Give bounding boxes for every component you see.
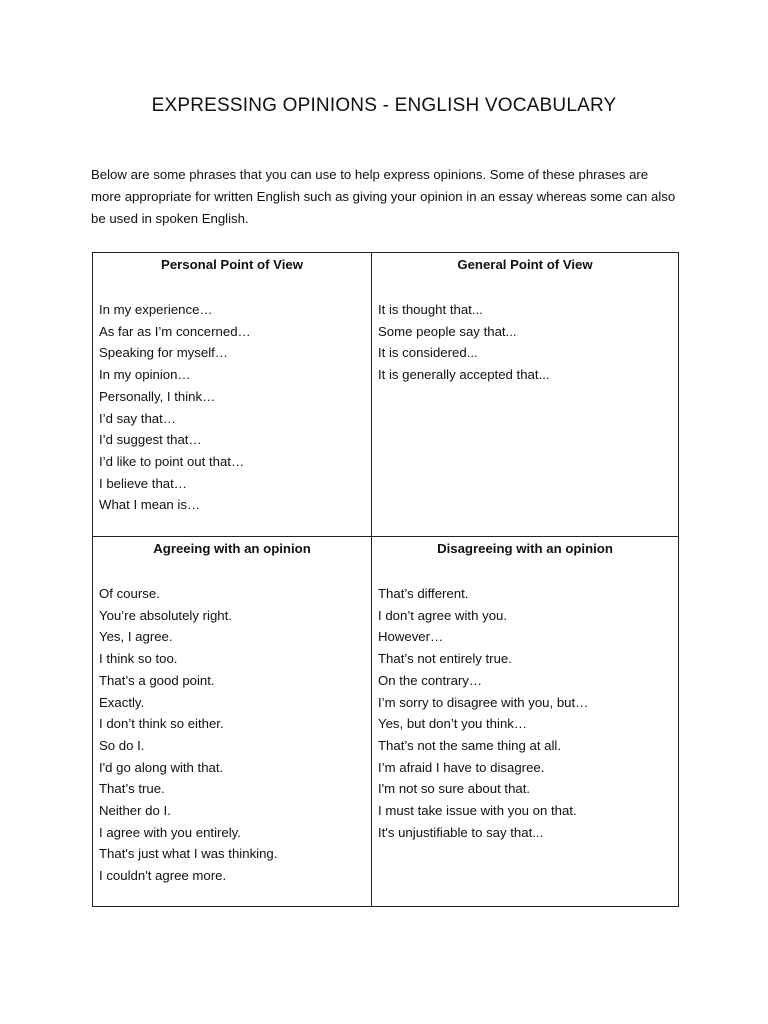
disagreeing-cell	[372, 537, 679, 907]
phrase-item: In my experience…	[99, 302, 213, 317]
phrase-item: I’d suggest that…	[99, 432, 202, 448]
section-heading: General Point of View	[457, 257, 593, 272]
phrase-item: Yes, I agree.	[99, 629, 173, 645]
phrase-list	[99, 583, 371, 887]
phrase-item: I agree with you entirely.	[99, 824, 241, 840]
phrase-item: I believe that…	[99, 475, 187, 491]
phrase-item: It is thought that...	[378, 302, 483, 317]
table-row	[93, 537, 679, 907]
phrase-list	[378, 583, 678, 843]
phrase-item: Speaking for myself…	[99, 345, 228, 361]
agreeing-cell	[93, 537, 372, 907]
phrase-item: I'm not so sure about that.	[378, 781, 531, 797]
phrase-item: I’d say that…	[99, 410, 176, 426]
phrase-list	[99, 299, 371, 516]
phrase-item: That’s a good point.	[99, 672, 215, 688]
phrase-item: It is considered...	[378, 345, 478, 361]
personal-view-cell	[93, 253, 372, 537]
table-row	[93, 253, 679, 537]
phrase-item: On the contrary…	[378, 672, 483, 688]
phrase-list	[378, 299, 678, 386]
section-heading: Personal Point of View	[161, 257, 303, 272]
phrase-item: I’m sorry to disagree with you, but…	[378, 694, 589, 710]
phrase-item: In my opinion…	[99, 367, 191, 383]
phrase-item: I don’t think so either.	[99, 716, 224, 732]
phrase-item: Some people say that...	[378, 323, 517, 339]
phrase-item: That’s not the same thing at all.	[378, 737, 562, 753]
phrase-item: Of course.	[99, 586, 160, 601]
phrase-item: I’d like to point out that…	[99, 453, 245, 469]
phrase-item: I'd go along with that.	[99, 759, 224, 775]
phrase-item: That's just what I was thinking.	[99, 846, 278, 862]
phrase-item: That’s not entirely true.	[378, 651, 512, 667]
section-heading: Agreeing with an opinion	[153, 541, 311, 556]
phrase-item: I couldn't agree more.	[99, 868, 227, 884]
phrase-item: It's unjustifiable to say that...	[378, 824, 544, 840]
phrase-item: You’re absolutely right.	[99, 607, 232, 623]
phrase-item: I think so too.	[99, 651, 178, 667]
phrase-item: Exactly.	[99, 694, 145, 710]
phrase-item: That’s true.	[99, 781, 165, 797]
phrase-item: That’s different.	[378, 586, 469, 601]
phrase-item: Personally, I think…	[99, 388, 216, 404]
phrase-item: Yes, but don’t you think…	[378, 716, 528, 732]
phrase-item: However…	[378, 629, 444, 645]
phrase-item: I’m afraid I have to disagree.	[378, 759, 545, 775]
phrase-item: It is generally accepted that...	[378, 367, 550, 383]
general-view-cell	[372, 253, 679, 537]
page-title: EXPRESSING OPINIONS - ENGLISH VOCABULARY	[151, 95, 617, 116]
phrase-item: Neither do I.	[99, 803, 171, 819]
intro-paragraph: Below are some phrases that you can use to help express opinions. Some of these phrases are more appropriate for written English such as giving your opinion in an essay whereas some can also be used in spoken English.	[91, 167, 676, 226]
phrase-table	[92, 252, 679, 907]
phrase-item: I must take issue with you on that.	[378, 803, 577, 819]
section-heading: Disagreeing with an opinion	[437, 541, 613, 556]
phrase-item: So do I.	[99, 737, 145, 753]
phrase-item: What I mean is…	[99, 497, 201, 513]
phrase-item: As far as I’m concerned…	[99, 323, 251, 339]
phrase-item: I don’t agree with you.	[378, 607, 508, 623]
